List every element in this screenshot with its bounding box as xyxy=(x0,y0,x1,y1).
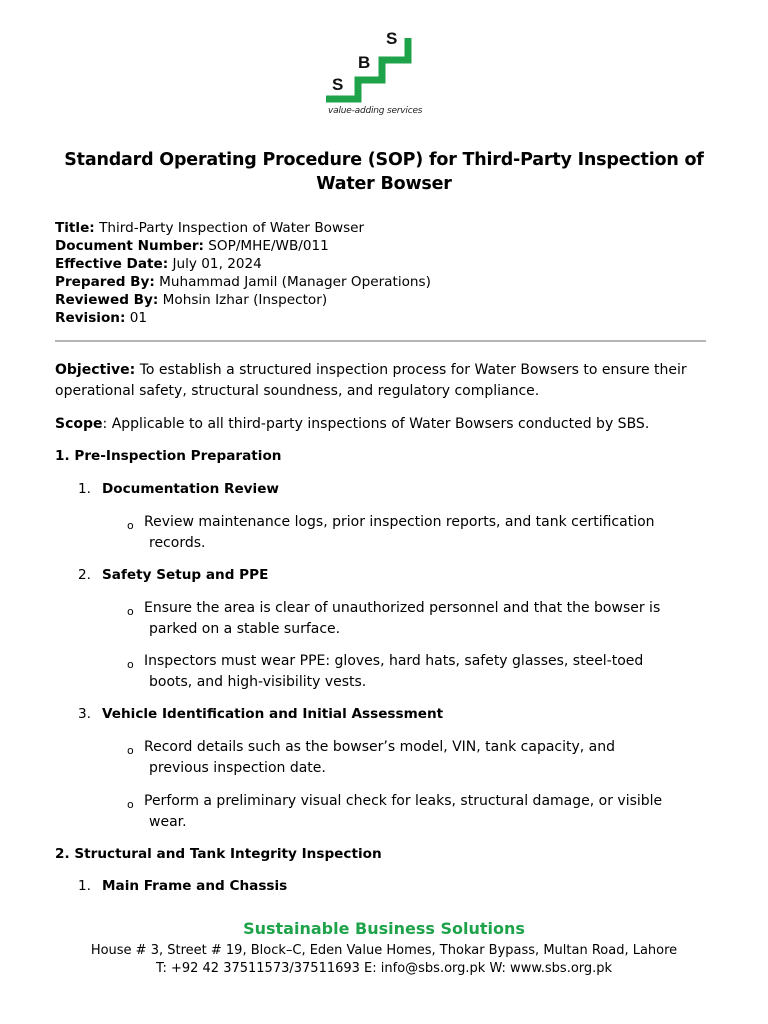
section-heading: 1. Pre-Inspection Preparation xyxy=(55,448,282,464)
section-heading: 2. Structural and Tank Integrity Inspection xyxy=(55,846,382,862)
meta-label: Reviewed By: xyxy=(55,292,159,308)
item-title: Main Frame and Chassis xyxy=(102,878,288,894)
meta-value: Third-Party Inspection of Water Bowser xyxy=(99,220,365,236)
meta-label: Title: xyxy=(55,220,95,236)
bullet-text-line1: Perform a preliminary visual check for leaks, structural damage, or visible xyxy=(144,793,663,809)
footer-company-name: Sustainable Business Solutions xyxy=(243,919,525,938)
logo-letter-b: B xyxy=(358,53,371,72)
sbs-logo xyxy=(320,24,430,124)
scope-text: : Applicable to all third-party inspections of Water Bowsers conducted by SBS. xyxy=(102,416,650,432)
item-number: 1. xyxy=(78,481,91,497)
document-title-line2: Water Bowser xyxy=(316,174,452,194)
footer-address: House # 3, Street # 19, Block–C, Eden Value Homes, Thokar Bypass, Multan Road, Lahore xyxy=(90,943,678,958)
document-title xyxy=(40,148,728,196)
objective-text: To establish a structured inspection process for Water Bowsers to ensure their operational safety, structural soundness, and regulatory compliance. xyxy=(55,362,687,399)
item-number: 2. xyxy=(78,567,91,583)
logo-letter-s1: S xyxy=(332,75,344,94)
item-number: 1. xyxy=(78,878,91,894)
horizontal-divider xyxy=(55,340,706,342)
item-title: Documentation Review xyxy=(102,481,279,497)
bullet-text-line2: parked on a stable surface. xyxy=(149,621,341,637)
bullet-text-line1: Ensure the area is clear of unauthorized personnel and that the bowser is xyxy=(144,600,661,616)
bullet-item xyxy=(127,598,707,640)
meta-value: July 01, 2024 xyxy=(172,256,262,272)
document-title-line1: Standard Operating Procedure (SOP) for Third-Party Inspection of xyxy=(64,150,704,170)
objective-paragraph xyxy=(55,360,715,402)
objective-label: Objective: xyxy=(55,362,136,378)
bullet-text-line2: records. xyxy=(149,535,206,551)
bullet-circle-icon: o xyxy=(127,798,134,811)
bullet-text-line1: Inspectors must wear PPE: gloves, hard hats, safety glasses, steel-toed xyxy=(144,653,644,669)
meta-document-number-row xyxy=(55,237,431,255)
item-number: 3. xyxy=(78,706,91,722)
bullet-text-line2: wear. xyxy=(149,814,187,830)
numbered-item xyxy=(78,878,287,894)
bullet-item xyxy=(127,737,707,779)
bullet-circle-icon: o xyxy=(127,658,134,671)
logo-tagline: value-adding services xyxy=(328,106,423,116)
numbered-item xyxy=(78,706,443,722)
meta-label: Revision: xyxy=(55,310,126,326)
numbered-item xyxy=(78,481,279,497)
document-metadata xyxy=(55,219,431,327)
item-title: Safety Setup and PPE xyxy=(102,567,269,583)
meta-label: Effective Date: xyxy=(55,256,169,272)
bullet-item xyxy=(127,651,707,693)
bullet-item xyxy=(127,791,707,833)
bullet-text-line1: Record details such as the bowser’s model, VIN, tank capacity, and xyxy=(144,739,616,755)
bullet-text-line1: Review maintenance logs, prior inspection reports, and tank certification xyxy=(144,514,655,530)
bullet-item xyxy=(127,512,707,554)
meta-prepared-by-row xyxy=(55,273,431,291)
stair-step-logo-icon xyxy=(320,24,430,108)
meta-effective-date-row xyxy=(55,255,431,273)
meta-title-row xyxy=(55,219,431,237)
meta-value: 01 xyxy=(129,310,148,326)
scope-paragraph xyxy=(55,414,715,435)
scope-label: Scope xyxy=(55,416,103,432)
bullet-circle-icon: o xyxy=(127,605,134,618)
meta-value: Muhammad Jamil (Manager Operations) xyxy=(159,274,431,290)
numbered-item xyxy=(78,567,268,583)
bullet-text-line2: boots, and high-visibility vests. xyxy=(149,674,367,690)
meta-value: Mohsin Izhar (Inspector) xyxy=(162,292,328,308)
logo-letter-s2: S xyxy=(386,29,398,48)
item-title: Vehicle Identification and Initial Assessment xyxy=(102,706,444,722)
footer-contact: T: +92 42 37511573/37511693 E: info@sbs.org.pk W: www.sbs.org.pk xyxy=(155,961,613,976)
meta-value: SOP/MHE/WB/011 xyxy=(208,238,329,254)
meta-reviewed-by-row xyxy=(55,291,431,309)
meta-revision-row xyxy=(55,309,431,327)
bullet-circle-icon: o xyxy=(127,744,134,757)
meta-label: Document Number: xyxy=(55,238,204,254)
meta-label: Prepared By: xyxy=(55,274,155,290)
bullet-circle-icon: o xyxy=(127,519,134,532)
bullet-text-line2: previous inspection date. xyxy=(149,760,326,776)
